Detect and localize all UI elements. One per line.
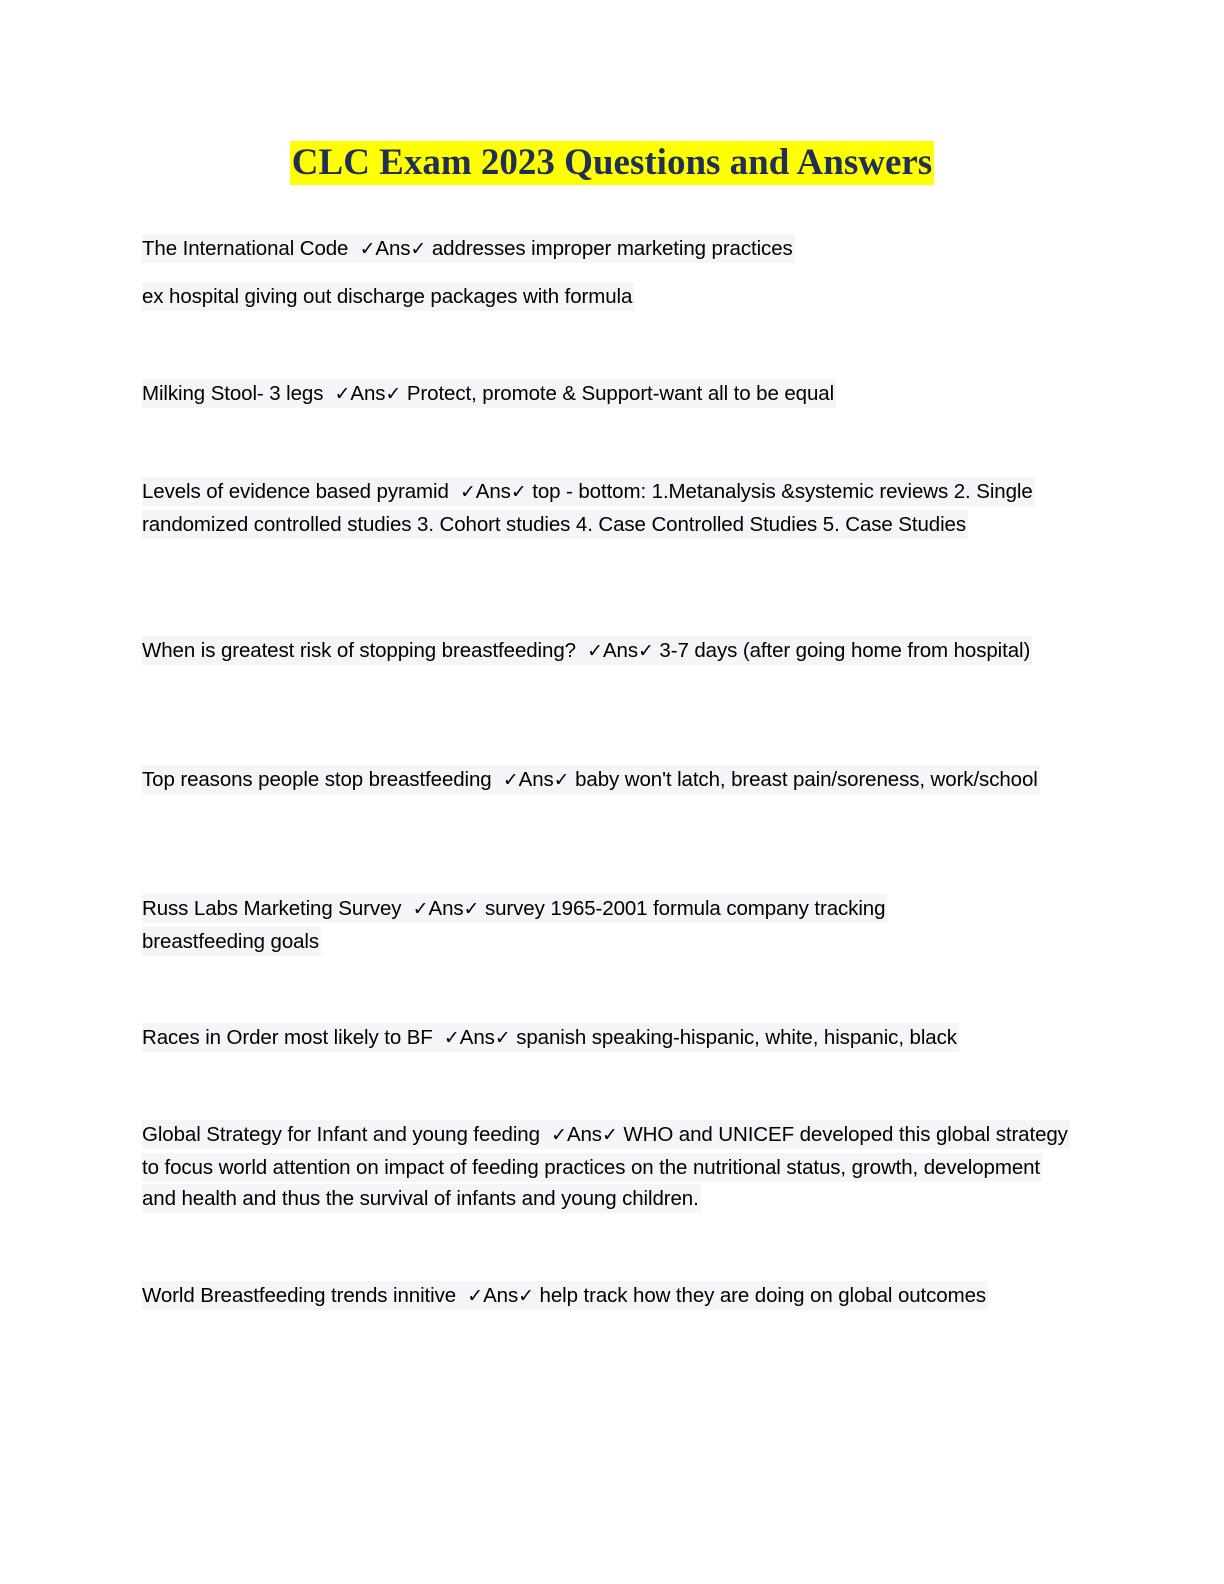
qa-entry — [142, 476, 1072, 540]
question-text: Global Strategy for Infant and young feeding — [142, 1123, 540, 1146]
qa-entry-extra — [142, 281, 1072, 313]
question-text: Russ Labs Marketing Survey — [142, 897, 402, 920]
check-icon: ✓ — [467, 1285, 484, 1307]
check-icon: ✓ — [385, 383, 402, 405]
question-text: Levels of evidence based pyramid — [142, 480, 449, 503]
question-text: The International Code — [142, 237, 349, 260]
qa-entry — [142, 1119, 1072, 1215]
check-icon: ✓ — [494, 1027, 511, 1049]
check-icon: ✓ — [551, 1124, 567, 1146]
answer-text: Protect, promote & Support-want all to be equal — [406, 382, 835, 405]
answer-label: Ans — [459, 1026, 495, 1049]
qa-entry — [142, 233, 1072, 266]
answer-text: survey 1965-2001 formula company tracking breastfeeding goals — [142, 897, 886, 953]
extra-text: ex hospital giving out discharge packages with formula — [142, 282, 634, 311]
answer-label: Ans — [350, 382, 386, 405]
question-text: When is greatest risk of stopping breastfeeding? — [142, 639, 576, 662]
answer-text: top - bottom: 1.Metanalysis &systemic reviews 2. Single randomized controlled studies 3. Cohort studies 4. Case Controlled Studies 5. Case Studies — [142, 480, 1033, 536]
question-text: Top reasons people stop breastfeeding — [142, 768, 492, 791]
check-icon: ✓ — [463, 898, 480, 920]
answer-text: WHO and UNICEF developed this global strategy to focus world attention on impact of feeding practices on the nutritional status, growth, development and health and thus the survival of infants and young children. — [142, 1123, 1068, 1210]
question-text: World Breastfeeding trends innitive — [142, 1284, 457, 1307]
check-icon: ✓ — [412, 898, 429, 920]
answer-label: Ans — [428, 897, 464, 920]
qa-entry — [142, 1280, 1082, 1313]
check-icon: ✓ — [502, 769, 519, 791]
answer-label: Ans — [475, 480, 511, 503]
answer-label: Ans — [602, 639, 638, 662]
qa-entry — [142, 764, 1072, 797]
question-text: Milking Stool- 3 legs — [142, 382, 324, 405]
qa-entry — [142, 635, 1042, 668]
answer-text: help track how they are doing on global outcomes — [539, 1284, 987, 1307]
question-text: Races in Order most likely to BF — [142, 1026, 433, 1049]
qa-entry — [142, 1022, 1072, 1055]
answer-label: Ans — [566, 1123, 602, 1146]
check-icon: ✓ — [334, 383, 351, 405]
answer-label: Ans — [518, 768, 554, 791]
answer-text: 3-7 days (after going home from hospital) — [659, 639, 1031, 662]
title-wrap — [0, 141, 1224, 185]
check-icon: ✓ — [443, 1027, 460, 1049]
qa-entry — [142, 378, 1072, 411]
check-icon: ✓ — [637, 640, 654, 662]
check-icon: ✓ — [359, 238, 376, 260]
check-icon: ✓ — [601, 1124, 618, 1146]
qa-entry — [142, 893, 962, 957]
check-icon: ✓ — [587, 640, 603, 662]
check-icon: ✓ — [518, 1285, 534, 1307]
check-icon: ✓ — [410, 238, 427, 260]
answer-text: spanish speaking-hispanic, white, hispanic, black — [516, 1026, 957, 1049]
answer-label: Ans — [483, 1284, 519, 1307]
answer-text: addresses improper marketing practices — [431, 237, 793, 260]
answer-label: Ans — [375, 237, 411, 260]
check-icon: ✓ — [510, 481, 527, 503]
check-icon: ✓ — [459, 481, 476, 503]
check-icon: ✓ — [553, 769, 570, 791]
answer-text: baby won't latch, breast pain/soreness, work/school — [575, 768, 1038, 791]
document-title: CLC Exam 2023 Questions and Answers — [291, 142, 933, 183]
